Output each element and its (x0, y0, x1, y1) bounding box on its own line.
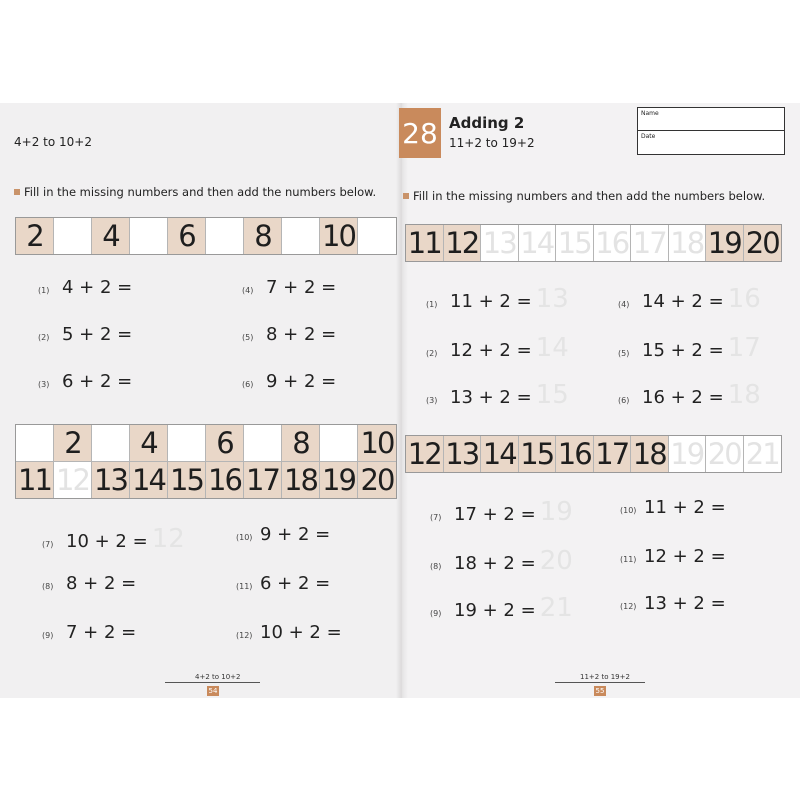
grid-cell: 17 (594, 436, 632, 472)
addition-problem (426, 333, 569, 363)
addition-problem (618, 333, 761, 363)
grid-cell[interactable]: 19 (669, 436, 707, 472)
problem-expression: 4 + 2 = (62, 277, 133, 298)
grid-cell: 8 (282, 425, 320, 461)
addition-problem (620, 593, 730, 614)
grid-cell[interactable] (54, 218, 92, 254)
left-instruction (14, 185, 376, 199)
grid-cell[interactable]: 13 (481, 225, 519, 261)
grid-cell: 18 (631, 436, 669, 472)
grid-cell: 13 (92, 462, 130, 498)
grid-cell: 6 (206, 425, 244, 461)
grid-cell[interactable] (16, 425, 54, 461)
addition-problem (236, 524, 334, 545)
problem-expression: 16 + 2 = (642, 387, 724, 408)
grid-cell: 17 (244, 462, 282, 498)
problem-number: (11) (236, 582, 253, 591)
left-instruction-text: Fill in the missing numbers and then add the numbers below. (24, 185, 377, 199)
addition-problem (618, 284, 761, 314)
problem-expression: 9 + 2 = (260, 524, 331, 545)
addition-problem (430, 546, 573, 576)
problem-number: (10) (620, 506, 637, 515)
problem-expression: 15 + 2 = (642, 340, 724, 361)
grid-cell: 4 (130, 425, 168, 461)
right-footer-line (555, 682, 645, 683)
right-number-grid-b (405, 435, 782, 473)
answer-blank[interactable]: 19 (539, 497, 573, 527)
grid-cell[interactable] (168, 425, 206, 461)
grid-cell[interactable] (358, 218, 396, 254)
problem-number: (12) (236, 631, 253, 640)
problem-expression: 6 + 2 = (62, 371, 133, 392)
grid-cell[interactable] (320, 425, 358, 461)
bullet-square-icon (403, 193, 409, 199)
grid-cell: 12 (444, 225, 482, 261)
lesson-title: Adding 2 (449, 114, 525, 132)
problem-expression: 6 + 2 = (260, 573, 331, 594)
answer-blank[interactable]: 13 (535, 284, 569, 314)
answer-blank[interactable]: 17 (727, 333, 761, 363)
lesson-number-badge: 28 (399, 108, 441, 158)
grid-cell: 20 (358, 462, 396, 498)
grid-cell[interactable]: 17 (631, 225, 669, 261)
grid-cell: 10 (320, 218, 358, 254)
problem-number: (5) (242, 333, 254, 342)
problem-expression: 13 + 2 = (450, 387, 532, 408)
problem-number: (1) (38, 286, 50, 295)
problem-expression: 9 + 2 = (266, 371, 337, 392)
grid-cell[interactable] (130, 218, 168, 254)
addition-problem (38, 277, 136, 298)
grid-cell[interactable]: 14 (519, 225, 557, 261)
left-page-number: 54 (208, 687, 218, 695)
grid-cell[interactable]: 21 (744, 436, 782, 472)
problem-expression: 18 + 2 = (454, 553, 536, 574)
problem-number: (7) (430, 513, 442, 522)
right-instruction (403, 189, 765, 203)
problem-expression: 11 + 2 = (450, 291, 532, 312)
problem-number: (1) (426, 300, 438, 309)
grid-cell: 13 (444, 436, 482, 472)
problem-number: (6) (242, 380, 254, 389)
left-number-grid-b (15, 424, 397, 499)
problem-number: (9) (42, 631, 54, 640)
problem-number: (5) (618, 349, 630, 358)
problem-number: (4) (618, 300, 630, 309)
problem-expression: 5 + 2 = (62, 324, 133, 345)
addition-problem (430, 593, 573, 623)
grid-cell: 15 (519, 436, 557, 472)
addition-problem (618, 380, 761, 410)
grid-cell: 12 (406, 436, 444, 472)
problem-number: (8) (42, 582, 54, 591)
problem-expression: 12 + 2 = (450, 340, 532, 361)
left-footer-text: 4+2 to 10+2 (195, 673, 241, 681)
problem-expression: 10 + 2 = (260, 622, 342, 643)
left-page-subtitle: 4+2 to 10+2 (14, 135, 92, 149)
problem-expression: 19 + 2 = (454, 600, 536, 621)
problem-number: (2) (38, 333, 50, 342)
problem-expression: 13 + 2 = (644, 593, 726, 614)
answer-blank[interactable]: 20 (539, 546, 573, 576)
grid-cell: 10 (358, 425, 396, 461)
problem-expression: 7 + 2 = (266, 277, 337, 298)
grid-cell: 4 (92, 218, 130, 254)
problem-number: (11) (620, 555, 637, 564)
grid-cell: 11 (16, 462, 54, 498)
grid-cell: 16 (206, 462, 244, 498)
grid-cell[interactable] (244, 425, 282, 461)
grid-cell: 20 (744, 225, 782, 261)
addition-problem (426, 284, 569, 314)
grid-cell: 6 (168, 218, 206, 254)
problem-expression: 12 + 2 = (644, 546, 726, 567)
grid-cell: 14 (481, 436, 519, 472)
answer-blank[interactable]: 12 (151, 524, 185, 554)
left-footer-line (165, 682, 260, 683)
addition-problem (236, 573, 334, 594)
right-number-grid-a (405, 224, 782, 262)
name-field[interactable]: Name (638, 108, 784, 131)
right-instruction-text: Fill in the missing numbers and then add the numbers below. (413, 189, 766, 203)
date-field[interactable]: Date (641, 133, 656, 140)
answer-blank[interactable]: 18 (727, 380, 761, 410)
grid-cell: 2 (16, 218, 54, 254)
addition-problem (620, 497, 730, 518)
right-footer-text: 11+2 to 19+2 (580, 673, 630, 681)
left-grid-b-top-row (16, 425, 396, 462)
problem-number: (10) (236, 533, 253, 542)
grid-cell[interactable]: 18 (669, 225, 707, 261)
addition-problem (236, 622, 346, 643)
grid-cell: 19 (320, 462, 358, 498)
problem-number: (12) (620, 602, 637, 611)
left-grid-b-bottom-row (16, 462, 396, 498)
grid-cell[interactable]: 15 (556, 225, 594, 261)
grid-cell: 8 (244, 218, 282, 254)
grid-cell: 11 (406, 225, 444, 261)
left-number-grid-a (15, 217, 397, 255)
grid-cell: 16 (556, 436, 594, 472)
problem-expression: 7 + 2 = (66, 622, 137, 643)
grid-cell[interactable] (282, 218, 320, 254)
answer-blank[interactable]: 15 (535, 380, 569, 410)
addition-problem (38, 324, 136, 345)
addition-problem (38, 371, 136, 392)
addition-problem (430, 497, 573, 527)
problem-expression: 11 + 2 = (644, 497, 726, 518)
problem-expression: 14 + 2 = (642, 291, 724, 312)
problem-expression: 17 + 2 = (454, 504, 536, 525)
problem-expression: 8 + 2 = (266, 324, 337, 345)
right-page-number: 55 (595, 687, 605, 695)
problem-number: (2) (426, 349, 438, 358)
answer-blank[interactable]: 21 (539, 593, 573, 623)
answer-blank[interactable]: 16 (727, 284, 761, 314)
grid-cell[interactable]: 16 (594, 225, 632, 261)
grid-cell: 14 (130, 462, 168, 498)
grid-cell[interactable]: 20 (706, 436, 744, 472)
addition-problem (242, 277, 340, 298)
problem-number: (3) (426, 396, 438, 405)
problem-expression: 10 + 2 = (66, 531, 148, 552)
grid-cell[interactable]: 12 (54, 462, 92, 498)
addition-problem (42, 573, 140, 594)
addition-problem (242, 371, 340, 392)
addition-problem (42, 524, 185, 554)
grid-cell: 19 (706, 225, 744, 261)
bullet-square-icon (14, 189, 20, 195)
addition-problem (42, 622, 140, 643)
addition-problem (426, 380, 569, 410)
problem-number: (8) (430, 562, 442, 571)
problem-number: (6) (618, 396, 630, 405)
addition-problem (242, 324, 340, 345)
problem-number: (9) (430, 609, 442, 618)
grid-cell: 15 (168, 462, 206, 498)
grid-cell: 2 (54, 425, 92, 461)
grid-cell[interactable] (92, 425, 130, 461)
problem-number: (3) (38, 380, 50, 389)
problem-number: (4) (242, 286, 254, 295)
answer-blank[interactable]: 14 (535, 333, 569, 363)
name-date-box (637, 107, 785, 155)
grid-cell[interactable] (206, 218, 244, 254)
lesson-subtitle: 11+2 to 19+2 (449, 136, 535, 150)
grid-cell: 18 (282, 462, 320, 498)
addition-problem (620, 546, 730, 567)
problem-number: (7) (42, 540, 54, 549)
problem-expression: 8 + 2 = (66, 573, 137, 594)
